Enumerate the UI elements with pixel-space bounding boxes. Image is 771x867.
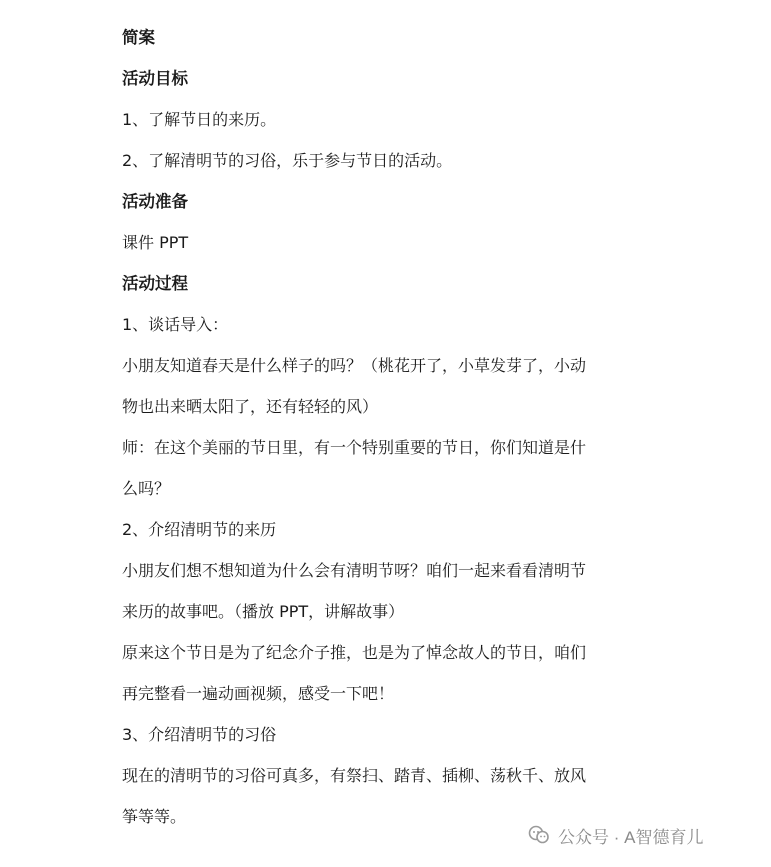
section-heading-goals: 活动目标	[122, 69, 188, 88]
process-line-6: 2、介绍清明节的来历	[122, 520, 277, 539]
process-line-13: 筝等等。	[122, 807, 187, 826]
document-title: 简案	[122, 28, 155, 47]
process-line-7: 小朋友们想不想知道为什么会有清明节呀？咱们一起来看看清明节	[122, 561, 587, 580]
watermark-text: 公众号 · A智德育儿	[558, 827, 704, 847]
process-line-2: 小朋友知道春天是什么样子的吗？（桃花开了，小草发芽了，小动	[122, 356, 587, 375]
document-body	[122, 28, 722, 848]
goal-line-1: 1、了解节日的来历。	[122, 110, 277, 129]
watermark	[528, 822, 703, 848]
section-heading-preparation: 活动准备	[122, 192, 188, 211]
preparation-line-1: 课件 PPT	[122, 233, 189, 252]
process-line-3: 物也出来晒太阳了，还有轻轻的风）	[122, 397, 379, 416]
process-line-9: 原来这个节日是为了纪念介子推，也是为了悼念故人的节日，咱们	[122, 643, 587, 662]
process-line-10: 再完整看一遍动画视频，感受一下吧！	[122, 684, 395, 703]
process-line-4: 师：在这个美丽的节日里，有一个特别重要的节日，你们知道是什	[122, 438, 587, 457]
process-line-12: 现在的清明节的习俗可真多，有祭扫、踏青、插柳、荡秋千、放风	[122, 766, 587, 785]
process-line-8: 来历的故事吧。（播放 PPT，讲解故事）	[122, 602, 405, 621]
process-line-11: 3、介绍清明节的习俗	[122, 725, 277, 744]
goal-line-2: 2、了解清明节的习俗，乐于参与节日的活动。	[122, 151, 453, 170]
process-line-5: 么吗？	[122, 479, 171, 498]
section-heading-process: 活动过程	[122, 274, 188, 293]
wechat-channel-icon	[528, 825, 550, 845]
process-line-1: 1、谈话导入：	[122, 315, 229, 334]
